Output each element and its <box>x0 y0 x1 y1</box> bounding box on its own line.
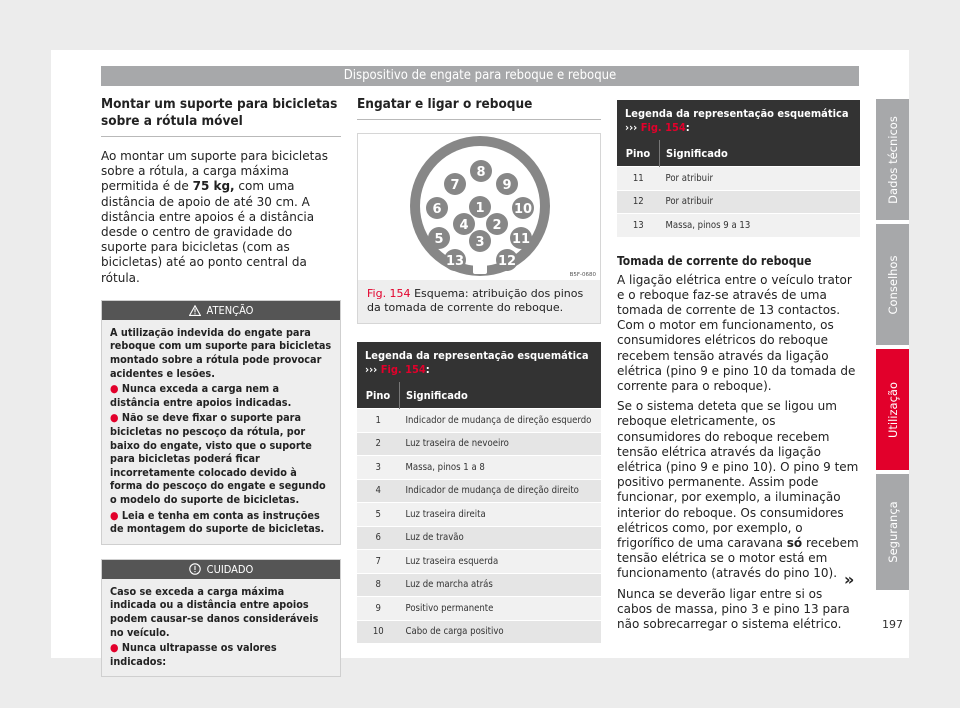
table-row <box>357 597 601 621</box>
sidebar-tab-dados-tecnicos[interactable] <box>876 99 909 220</box>
warning-triangle-icon <box>189 303 201 322</box>
meaning-cell: Positivo permanente <box>400 597 602 621</box>
legend-title <box>617 100 860 140</box>
warning-item-text: Nunca exceda a carga nem a distância entre apoios indicadas. <box>110 382 292 409</box>
intro-text-end: com uma distância de apoio de até 30 cm. A distância entre apoios é a distância desde o centro de gravidade do suporte para bicicletas (com as bicicletas) até ao ponto central da rótula. <box>101 179 315 285</box>
section-heading-wrap <box>101 96 341 137</box>
pin-cell: 13 <box>617 214 660 237</box>
legend-ref <box>365 363 593 377</box>
meaning-cell: Luz traseira esquerda <box>400 550 602 574</box>
pin-cell: 1 <box>357 409 400 433</box>
meaning-cell: Cabo de carga positivo <box>400 620 602 643</box>
warning-item-text: Leia e tenha em conta as instruções de montagem do suporte de bicicletas. <box>110 508 325 536</box>
table-row <box>357 479 601 503</box>
bullet-icon: ● <box>110 508 122 522</box>
column-middle <box>357 96 601 643</box>
meaning-cell: Indicador de mudança de direção direito <box>400 479 602 503</box>
pin-cell: 10 <box>357 620 400 643</box>
bullet-icon: ● <box>110 641 122 655</box>
bullet-icon: ● <box>110 411 122 425</box>
socket-pin-label: 8 <box>476 165 486 180</box>
paragraph: A ligação elétrica entre o veículo trator e o reboque faz-se através de uma tomada de corrente de 13 contactos. Com o motor em funcionamento, os consumidores elétricos do reboque recebem tensão através da ligação elétrica (pino 9 e pino 10 da tomada de corrente para o reboque). <box>617 272 856 393</box>
socket-pin-label: 4 <box>459 218 469 233</box>
intro-paragraph <box>101 149 341 286</box>
table-row <box>357 409 601 433</box>
figure-caption-text: Esquema: atribuição dos pinos da tomada de corrente do reboque. <box>367 287 584 314</box>
col-header-pin: Pino <box>617 140 660 167</box>
socket-diagram <box>358 134 600 280</box>
sidebar-tab-label: Utilização <box>885 381 900 438</box>
meaning-cell: Luz de travão <box>400 526 602 550</box>
col-header-meaning: Significado <box>400 382 602 409</box>
warning-item <box>110 509 332 536</box>
table-row <box>357 573 601 597</box>
socket-diagram-svg <box>358 134 600 280</box>
legend-ref-arrows: ››› <box>625 121 638 134</box>
paragraph-bold: só <box>786 535 803 550</box>
continue-arrow-icon: » <box>844 570 855 589</box>
figure-caption <box>358 280 600 323</box>
pin-cell: 12 <box>617 190 660 214</box>
caution-box <box>101 559 341 678</box>
caution-intro: Caso se exceda a carga máxima indicada ou a distância entre apoios podem causar-se danos consideráveis no veículo. <box>110 584 319 639</box>
legend-ref <box>625 121 852 135</box>
warning-box <box>101 300 341 545</box>
col-header-meaning: Significado <box>660 140 861 167</box>
sidebar-tab-label: Dados técnicos <box>885 115 900 204</box>
sidebar-tab-seguranca[interactable] <box>876 474 909 590</box>
table-row <box>617 167 860 191</box>
legend-table-body <box>617 167 860 237</box>
warning-item-text: Não se deve fixar o suporte para bicicletas no pescoço da rótula, por baixo do engate, visto que o suporte para bicicletas poderá ficar incorretamente colocado devido à forma do pescoço do engate e segundo o modelo do suporte de bicicletas. <box>110 411 326 506</box>
column-right <box>617 100 860 632</box>
bullet-icon: ● <box>110 382 122 396</box>
socket-pin-label: 11 <box>511 232 531 247</box>
warning-item <box>110 411 332 506</box>
intro-bold: 75 kg, <box>192 179 235 194</box>
paragraph <box>617 399 860 581</box>
socket-pin-label: 12 <box>497 254 517 269</box>
column-left <box>101 96 341 677</box>
socket-pin-label: 3 <box>475 235 485 250</box>
meaning-cell: Massa, pinos 9 a 13 <box>660 214 861 237</box>
socket-pin-label: 13 <box>445 254 465 269</box>
figure-label: Fig. 154 <box>367 287 411 300</box>
pin-cell: 4 <box>357 479 400 503</box>
pin-cell: 9 <box>357 597 400 621</box>
table-row <box>357 620 601 643</box>
intro-text: Ao montar um suporte para bicicletas sobre a rótula, a carga máxima permitida é de <box>101 149 328 194</box>
legend-ref-arrows: ››› <box>365 363 378 377</box>
sidebar-tab-utilizacao[interactable] <box>876 349 909 470</box>
socket-pin-label: 7 <box>450 178 460 193</box>
section-heading: Montar um suporte para bicicletas sobre a rótula móvel <box>101 96 338 129</box>
socket-pin-label: 1 <box>475 201 485 216</box>
subsection-heading: Tomada de corrente do reboque <box>617 253 812 268</box>
section-heading: Engatar e ligar o reboque <box>357 96 533 112</box>
table-row <box>357 503 601 527</box>
pin-cell: 6 <box>357 526 400 550</box>
warning-header <box>102 301 340 320</box>
caution-title: CUIDADO <box>206 562 254 576</box>
socket-key-notch <box>473 264 487 274</box>
table-row <box>357 456 601 480</box>
page-number: 197 <box>882 618 903 631</box>
legend-ref-suffix: : <box>685 121 690 134</box>
meaning-cell: Por atribuir <box>660 190 861 214</box>
meaning-cell: Massa, pinos 1 a 8 <box>400 456 602 480</box>
pin-cell: 2 <box>357 432 400 456</box>
sidebar-tab-label: Segurança <box>885 501 900 563</box>
meaning-cell: Por atribuir <box>660 167 861 191</box>
legend-table <box>357 382 601 643</box>
table-row <box>357 526 601 550</box>
caution-circle-icon <box>189 562 201 581</box>
pin-cell: 7 <box>357 550 400 574</box>
legend-block <box>357 342 601 643</box>
pin-cell: 11 <box>617 167 660 191</box>
caution-item-text: Nunca ultrapasse os valores indicados: <box>110 641 277 668</box>
pin-cell: 5 <box>357 503 400 527</box>
legend-ref-suffix: : <box>425 363 430 377</box>
meaning-cell: Luz de marcha atrás <box>400 573 602 597</box>
paragraph-text: Se o sistema deteta que se ligou um reboque eletricamente, os consumidores do reboque recebem tensão elétrica através da ligação elétrica (pino 9 e pino 10). O pino 9 tem positivo permanente. Assim pode funcionar, por exemplo, a iluminação interior do reboque. Os consumidores elétricos como, por exemplo, o frigorífico de uma caravana <box>617 399 859 550</box>
meaning-cell: Indicador de mudança de direção esquerdo <box>400 409 602 433</box>
section-heading-wrap <box>357 96 601 120</box>
paragraph: Nunca se deverão ligar entre si os cabos de massa, pino 3 e pino 13 para não sobrecarregar o sistema elétrico. <box>617 586 850 631</box>
socket-pin-label: 2 <box>492 218 502 233</box>
meaning-cell: Luz traseira direita <box>400 503 602 527</box>
sidebar-tab-label: Conselhos <box>885 255 900 314</box>
legend-table <box>617 140 860 237</box>
table-row <box>357 550 601 574</box>
socket-pin-label: 9 <box>502 178 512 193</box>
chapter-header: Dispositivo de engate para reboque e reboque <box>101 66 859 86</box>
legend-block <box>617 100 860 237</box>
table-row <box>617 214 860 237</box>
legend-ref-link[interactable]: Fig. 154 <box>640 121 686 134</box>
table-row <box>617 190 860 214</box>
sidebar-tab-conselhos[interactable] <box>876 224 909 345</box>
legend-ref-link[interactable]: Fig. 154 <box>380 363 426 377</box>
col-header-pin: Pino <box>357 382 400 409</box>
paragraph-text-end: recebem tensão elétrica se o motor está em funcionamento (através do pino 10). <box>617 535 859 581</box>
socket-pin-label: 6 <box>432 202 442 217</box>
pin-cell: 3 <box>357 456 400 480</box>
figure-box <box>357 133 601 324</box>
caution-header <box>102 560 340 579</box>
legend-title-text: Legenda da representação esquemática <box>365 349 589 363</box>
legend-table-body <box>357 409 601 644</box>
figure-code: B5F-0680 <box>569 272 596 278</box>
caution-body <box>102 579 340 677</box>
legend-title-text: Legenda da representação esquemática <box>625 107 849 120</box>
legend-title <box>357 342 601 382</box>
warning-body <box>102 320 340 544</box>
warning-intro: A utilização indevida do engate para reboque com um suporte para bicicletas montado sobre a rótula pode provocar acidentes e lesões. <box>110 325 332 380</box>
socket-pin-label: 10 <box>513 202 533 217</box>
table-row <box>357 432 601 456</box>
caution-item <box>110 641 332 668</box>
meaning-cell: Luz traseira de nevoeiro <box>400 432 602 456</box>
warning-title: ATENÇÃO <box>206 303 254 317</box>
pin-cell: 8 <box>357 573 400 597</box>
warning-item <box>110 382 332 409</box>
socket-pin-label: 5 <box>434 232 444 247</box>
